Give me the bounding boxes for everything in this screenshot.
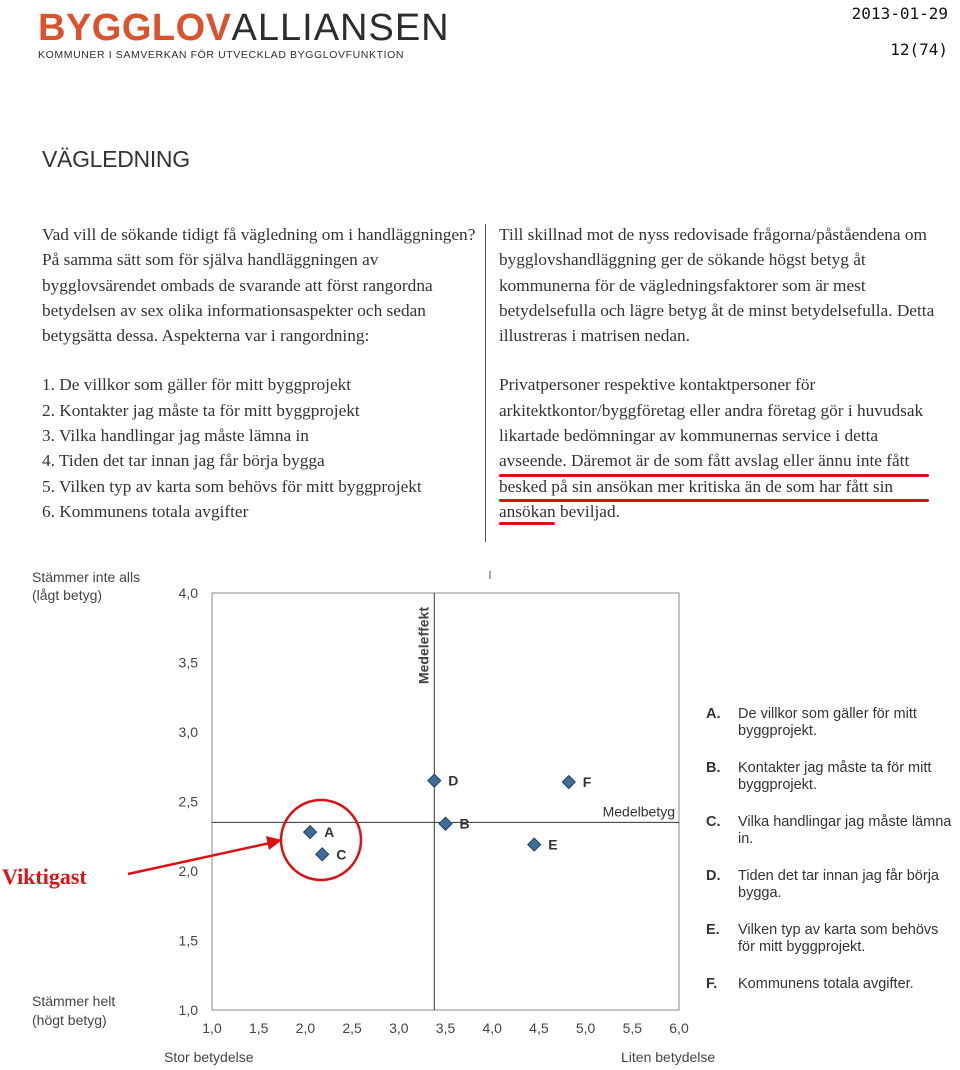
point-label: B [459, 815, 470, 832]
legend-text: Kontakter jag måste ta för mitt byggprojekt. [738, 760, 932, 793]
highlighted-text: Däremot är de som fått avslag eller ännu inte fått besked på sin ansökan mer kritiska än de som har fått sin ansökan beviljad. [499, 451, 910, 521]
point-label: D [448, 772, 459, 789]
point-label: F [582, 774, 592, 791]
list-item: 4. Tiden det tar innan jag får börja bygga [42, 451, 325, 471]
y-tick-label: 2,0 [178, 863, 198, 879]
x-tick-label: 4,5 [529, 1020, 549, 1036]
aspect-list [42, 372, 484, 524]
legend-text: De villkor som gäller för mitt byggprojekt. [738, 706, 917, 739]
legend-item [706, 976, 956, 993]
x-tick-label: 1,0 [202, 1020, 222, 1036]
x-tick-label: 2,5 [342, 1020, 362, 1036]
highlight-underline [499, 474, 929, 477]
x-tick-label: 3,0 [389, 1020, 409, 1036]
page-number: 12(74) [890, 40, 948, 59]
list-item: 6. Kommunens totala avgifter [42, 501, 249, 521]
right-column [499, 222, 939, 524]
legend-item [706, 922, 956, 956]
legend-letter: F. [706, 976, 718, 992]
legend-letter: C. [706, 814, 721, 830]
legend-item [706, 868, 956, 902]
legend-text: Vilken typ av karta som behövs för mitt byggprojekt. [738, 922, 939, 955]
comparison-paragraph: Till skillnad mot de nyss redovisade frågorna/påståendena om bygglovshandläggning ger de sökande högst betyg åt kommunerna för de vägledningsfaktorer som är mest betydelsefulla och lägre betyg åt de minst betydelsefulla. Detta illustreras i matrisen nedan. [499, 225, 935, 346]
x-label-left: Stor betydelse [164, 1049, 254, 1065]
legend-text: Kommunens totala avgifter. [738, 976, 914, 992]
highlight-underline [499, 499, 929, 502]
x-label-right: Liten betydelse [621, 1049, 716, 1065]
x-tick-labels [202, 1020, 689, 1036]
page-title: VÄGLEDNING [42, 146, 190, 172]
mean-rating-label: Medelbetyg [602, 803, 675, 820]
x-tick-label: 1,5 [248, 1020, 269, 1036]
legend-letter: A. [706, 706, 721, 722]
list-item: 5. Vilken typ av karta som behövs för mitt byggprojekt [42, 476, 422, 496]
legend-letter: E. [706, 922, 720, 938]
y-tick-label: 3,0 [178, 724, 198, 740]
column-divider [485, 224, 486, 542]
x-tick-label: 4,0 [482, 1020, 502, 1036]
logo-bold-text: BYGGLOV [38, 7, 232, 49]
logo-tagline: KOMMUNER I SAMVERKAN FÖR UTVECKLAD BYGGLOVFUNKTION [38, 49, 405, 61]
highlight-underline [499, 522, 555, 525]
legend-item [706, 706, 956, 740]
legend-letter: D. [706, 868, 721, 884]
y-label-top-line1: Stämmer inte alls [32, 569, 141, 585]
x-tick-label: 2,0 [295, 1020, 316, 1036]
y-tick-labels [179, 585, 199, 1018]
x-tick-label: 5,0 [575, 1020, 596, 1036]
mean-effect-label: Medeleffekt [415, 606, 432, 684]
list-item: 1. De villkor som gäller för mitt byggprojekt [42, 375, 352, 395]
plot-area [212, 593, 679, 1010]
y-tick-label: 3,5 [178, 654, 198, 671]
x-tick-label: 3,5 [435, 1020, 456, 1036]
x-tick-label: 5,5 [622, 1020, 643, 1036]
list-item: 3. Vilka handlingar jag måste lämna in [42, 426, 309, 446]
y-tick-label: 1,0 [178, 1002, 198, 1018]
logo-light-text: ALLIANSEN [231, 7, 450, 49]
header-date: 2013-01-29 [851, 4, 948, 23]
chart-legend [706, 706, 956, 1013]
point-label: A [324, 824, 335, 841]
legend-item [706, 760, 956, 794]
y-label-bottom-line2: (högt betyg) [32, 1012, 107, 1028]
left-column [42, 222, 484, 524]
x-tick-label: 6,0 [669, 1020, 689, 1036]
y-tick-label: 1,5 [178, 932, 198, 949]
legend-item [706, 814, 956, 848]
list-item: 2. Kontakter jag måste ta för mitt byggprojekt [42, 400, 360, 420]
legend-text: Tiden det tar innan jag får börja bygga. [738, 868, 939, 901]
y-label-bottom-line1: Stämmer helt [32, 993, 116, 1009]
point-label: C [336, 846, 347, 863]
y-tick-label: 4,0 [178, 585, 198, 601]
intro-paragraph: Vad vill de sökande tidigt få vägledning om i handläggningen? På samma sätt som för själva handläggningen av bygglovsärendet ombads de svarande att först rangordna betydelsen av sex olika informationsaspekter och sedan betygsätta dessa. Aspekterna var i rangordning: [42, 225, 476, 346]
y-tick-label: 2,5 [178, 793, 198, 810]
y-label-top-line2: (lågt betyg) [32, 587, 103, 603]
annotation-label: Viktigast [2, 864, 87, 889]
legend-letter: B. [706, 760, 721, 776]
point-label: E [548, 836, 558, 853]
logo-wordmark [38, 8, 450, 48]
assessment-text: Privatpersoner respektive kontaktpersoner för arkitektkontor/byggföretag eller andra företag gör i huvudsak likartade bedömningar av kommunernas service i detta avseende. [499, 375, 924, 471]
logo [38, 8, 450, 61]
legend-text: Vilka handlingar jag måste lämna in. [738, 814, 952, 847]
